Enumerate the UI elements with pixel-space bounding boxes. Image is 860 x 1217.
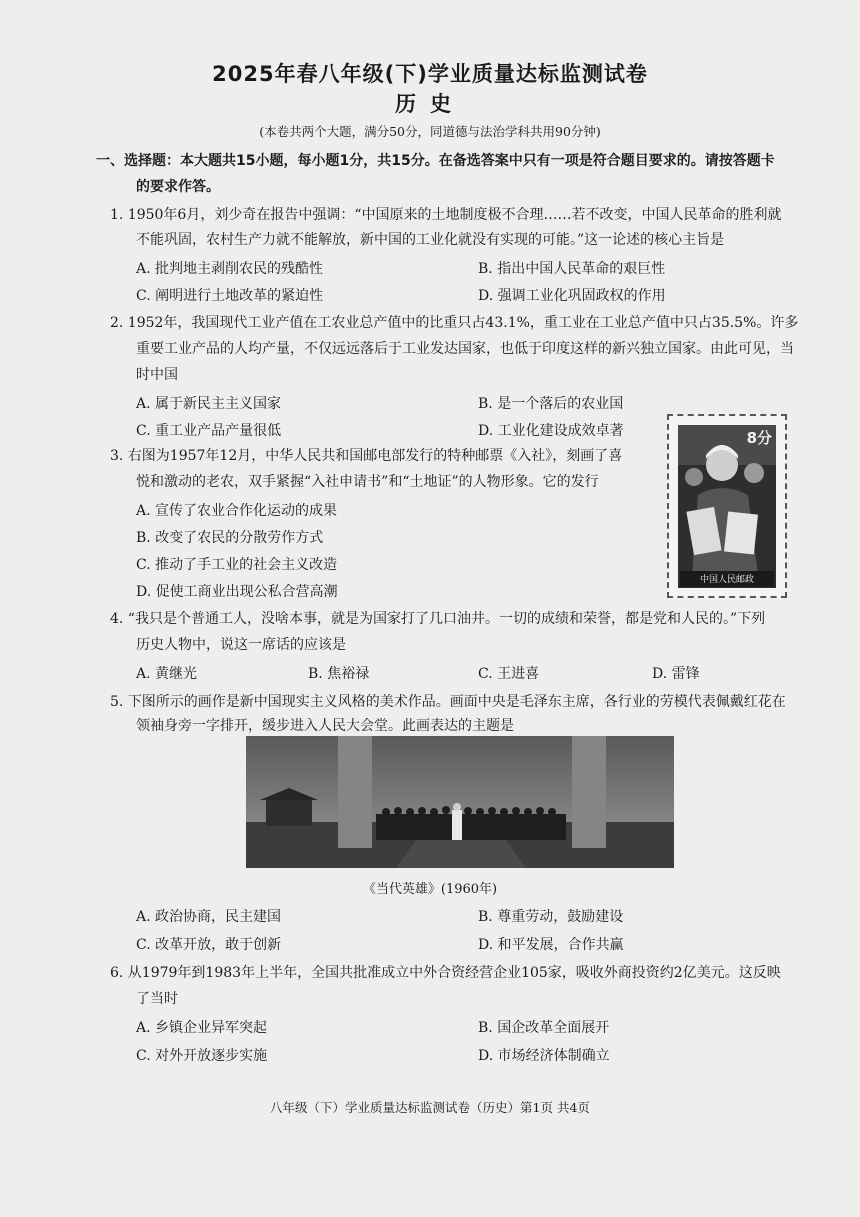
- section-instruction-line1: 一、选择题：本大题共15小题，每小题1分，共15分。在备选答案中只有一项是符合题目要求的。请按答题卡: [96, 153, 775, 169]
- q1-option-c: C. 阐明进行土地改革的紧迫性: [136, 288, 324, 304]
- q5-option-b: B. 尊重劳动，鼓励建设: [478, 909, 624, 925]
- q2-line2: 重要工业产品的人均产量，不仅远远落后于工业发达国家，也低于印度这样的新兴独立国家。由此可见，当: [136, 341, 794, 357]
- q5-option-a: A. 政治协商，民主建国: [136, 909, 282, 925]
- stamp-picture: [678, 425, 776, 588]
- q4-option-d: D. 雷锋: [652, 666, 700, 682]
- painting-image: [246, 736, 674, 868]
- exam-note: (本卷共两个大题，满分50分，同道德与法治学科共用90分钟): [259, 124, 601, 139]
- q4-option-c: C. 王进喜: [478, 666, 540, 682]
- q3-option-c: C. 推动了手工业的社会主义改造: [136, 557, 338, 573]
- painting-caption: 《当代英雄》(1960年): [362, 882, 498, 897]
- q2-option-b: B. 是一个落后的农业国: [478, 396, 624, 412]
- stamp-value: 8分: [746, 429, 772, 447]
- q4-line2: 历史人物中，说这一席话的应该是: [136, 637, 346, 653]
- q2-option-d: D. 工业化建设成效卓著: [478, 423, 624, 439]
- q4-option-b: B. 焦裕禄: [308, 666, 370, 682]
- q1-option-d: D. 强调工业化巩固政权的作用: [478, 288, 666, 304]
- q2-line3: 时中国: [136, 367, 178, 383]
- q6-option-b: B. 国企改革全面展开: [478, 1020, 610, 1036]
- q5-option-d: D. 和平发展，合作共赢: [478, 937, 624, 953]
- q1-line1: 1. 1950年6月，刘少奇在报告中强调：“中国原来的土地制度极不合理……若不改变，中国人民革命的胜利就: [110, 207, 782, 223]
- q1-option-b: B. 指出中国人民革命的艰巨性: [478, 261, 666, 277]
- page-footer: 八年级（下）学业质量达标监测试卷（历史）第1页 共4页: [270, 1100, 590, 1115]
- section-instruction-line2: 的要求作答。: [136, 179, 220, 195]
- q6-line1: 6. 从1979年到1983年上半年，全国共批准成立中外合资经营企业105家，吸收外商投资约2亿美元。这反映: [110, 965, 781, 981]
- q2-option-a: A. 属于新民主主义国家: [136, 396, 282, 412]
- q6-line2: 了当时: [136, 991, 178, 1007]
- q4-line1: 4. “我只是个普通工人，没啥本事，就是为国家打了几口油井。一切的成绩和荣誉，都是党和人民的。”下列: [110, 611, 766, 627]
- painting-illustration: [246, 736, 674, 868]
- q3-option-b: B. 改变了农民的分散劳作方式: [136, 530, 324, 546]
- q6-option-d: D. 市场经济体制确立: [478, 1048, 610, 1064]
- farmer-illustration: [678, 425, 776, 588]
- exam-title: 2025年春八年级(下)学业质量达标监测试卷: [212, 62, 648, 86]
- stamp-image: [667, 414, 787, 598]
- q2-option-c: C. 重工业产品产量很低: [136, 423, 282, 439]
- q3-line1: 3. 右图为1957年12月，中华人民共和国邮电部发行的特种邮票《入社》，刻画了喜: [110, 448, 623, 464]
- q3-option-a: A. 宣传了农业合作化运动的成果: [136, 503, 338, 519]
- q3-option-d: D. 促使工商业出现公私合营高潮: [136, 584, 338, 600]
- q5-option-c: C. 改革开放，敢于创新: [136, 937, 282, 953]
- q3-line2: 悦和激动的老农，双手紧握“入社申请书”和“土地证”的人物形象。它的发行: [136, 474, 599, 490]
- q2-line1: 2. 1952年，我国现代工业产值在工农业总产值中的比重只占43.1%，重工业在工业总产值中只占35.5%。许多: [110, 315, 799, 331]
- q6-option-c: C. 对外开放逐步实施: [136, 1048, 268, 1064]
- q5-line2: 领袖身旁一字排开，缓步进入人民大会堂。此画表达的主题是: [136, 718, 514, 734]
- subject-title: 历史: [395, 92, 465, 116]
- q6-option-a: A. 乡镇企业异军突起: [136, 1020, 268, 1036]
- q4-option-a: A. 黄继光: [136, 666, 198, 682]
- q1-line2: 不能巩固，农村生产力就不能解放，新中国的工业化就没有实现的可能。”这一论述的核心主旨是: [136, 232, 725, 248]
- q1-option-a: A. 批判地主剥削农民的残酷性: [136, 261, 324, 277]
- q5-line1: 5. 下图所示的画作是新中国现实主义风格的美术作品。画面中央是毛泽东主席，各行业的劳模代表佩戴红花在: [110, 694, 786, 710]
- stamp-country: 中国人民邮政: [699, 575, 754, 585]
